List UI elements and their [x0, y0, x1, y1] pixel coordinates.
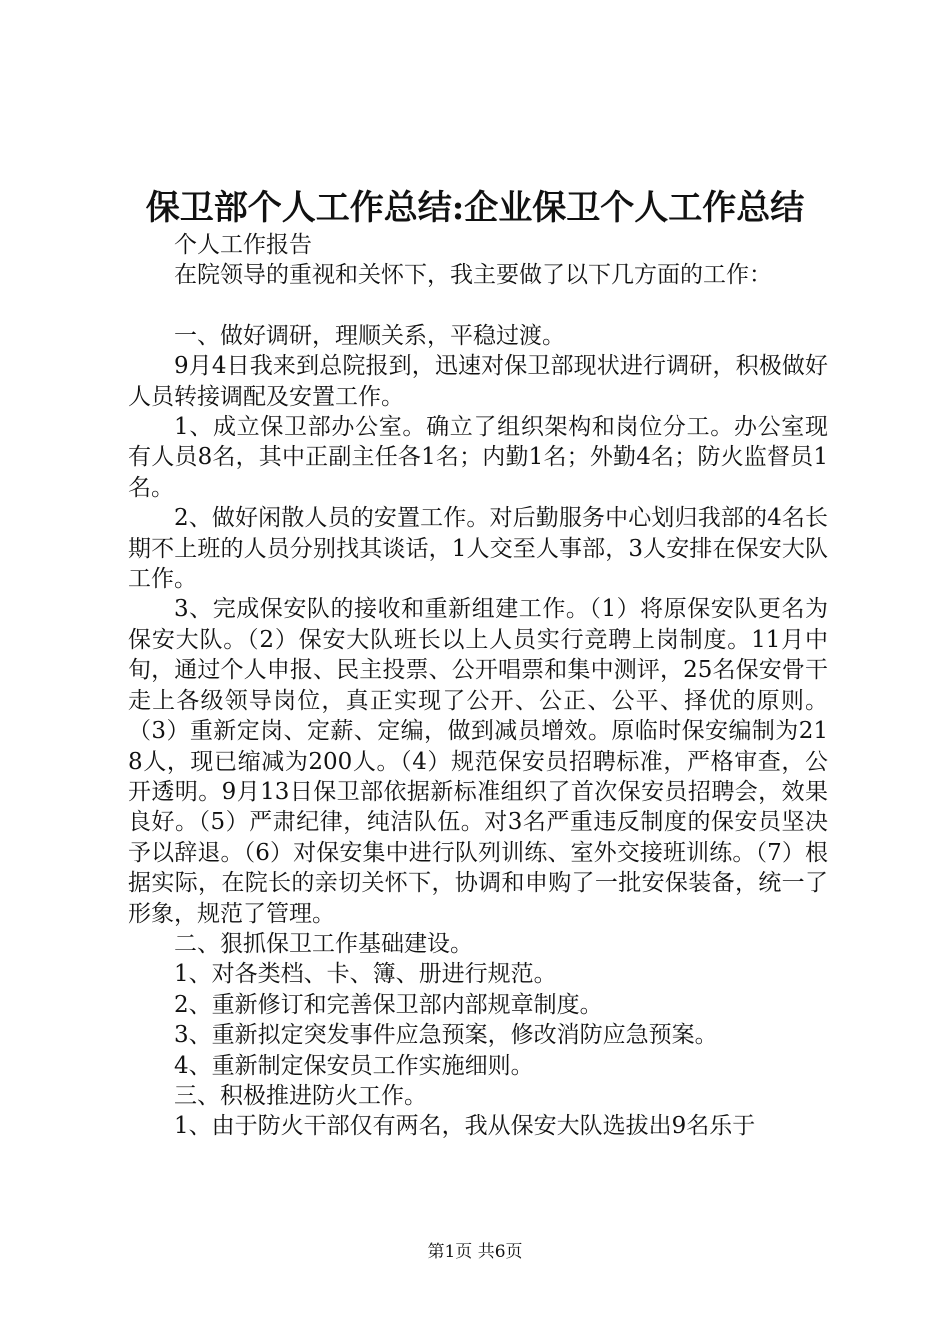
section-heading: 二、狠抓保卫工作基础建设。	[174, 930, 473, 957]
document-body	[128, 230, 828, 1142]
list-item: 4、重新制定保安员工作实施细则。	[174, 1052, 534, 1079]
paragraph: 在院领导的重视和关怀下，我主要做了以下几方面的工作：	[174, 262, 772, 289]
list-item: 3、重新拟定突发事件应急预案，修改消防应急预案。	[174, 1022, 718, 1049]
section-heading: 三、积极推进防火工作。	[174, 1082, 427, 1109]
page-footer: 第1页 共6页	[427, 1242, 523, 1262]
paragraph: 2、做好闲散人员的安置工作。对后勤服务中心划归我部的4名长期不上班的人员分别找其谈话，1人交至人事部，3人安排在保安大队工作。	[128, 505, 828, 593]
list-item: 1、对各类档、卡、簿、册进行规范。	[174, 961, 557, 988]
paragraph: 1、成立保卫部办公室。确立了组织架构和岗位分工。办公室现有人员8名，其中正副主任各1名；内勤1名；外勤4名；防火监督员1名。	[128, 414, 828, 501]
paragraph: 3、完成保安队的接收和重新组建工作。（1）将原保安队更名为保安大队。（2）保安大队班长以上人员实行竞聘上岗制度。11月中旬，通过个人申报、民主投票、公开唱票和集中测评，25名保安骨干走上各级领导岗位，真正实现了公开、公正、公平、择优的原则。（3）重新定岗、定薪、定编，做到减员增效。原临时保安编制为218人，现已缩减为200人。（4）规范保安员招聘标准，严格审查，公开透明。9月13日保卫部依据新标准组织了首次保安员招聘会，效果良好。（5）严肃纪律，纯洁队伍。对3名严重违反制度的保安员坚决予以辞退。（6）对保安集中进行队列训练、室外交接班训练。（7）根据实际，在院长的亲切关怀下，协调和申购了一批安保装备，统一了形象，规范了管理。	[128, 596, 828, 927]
section-heading: 一、做好调研，理顺关系，平稳过渡。	[174, 322, 565, 349]
paragraph: 9月4日我来到总院报到，迅速对保卫部现状进行调研，积极做好人员转接调配及安置工作。	[128, 353, 828, 410]
paragraph: 1、由于防火干部仅有两名，我从保安大队选拔出9名乐于	[174, 1113, 756, 1140]
list-item: 2、重新修订和完善保卫部内部规章制度。	[174, 991, 603, 1018]
document-title: 保卫部个人工作总结:企业保卫个人工作总结	[145, 188, 805, 228]
paragraph: 个人工作报告	[174, 232, 312, 258]
